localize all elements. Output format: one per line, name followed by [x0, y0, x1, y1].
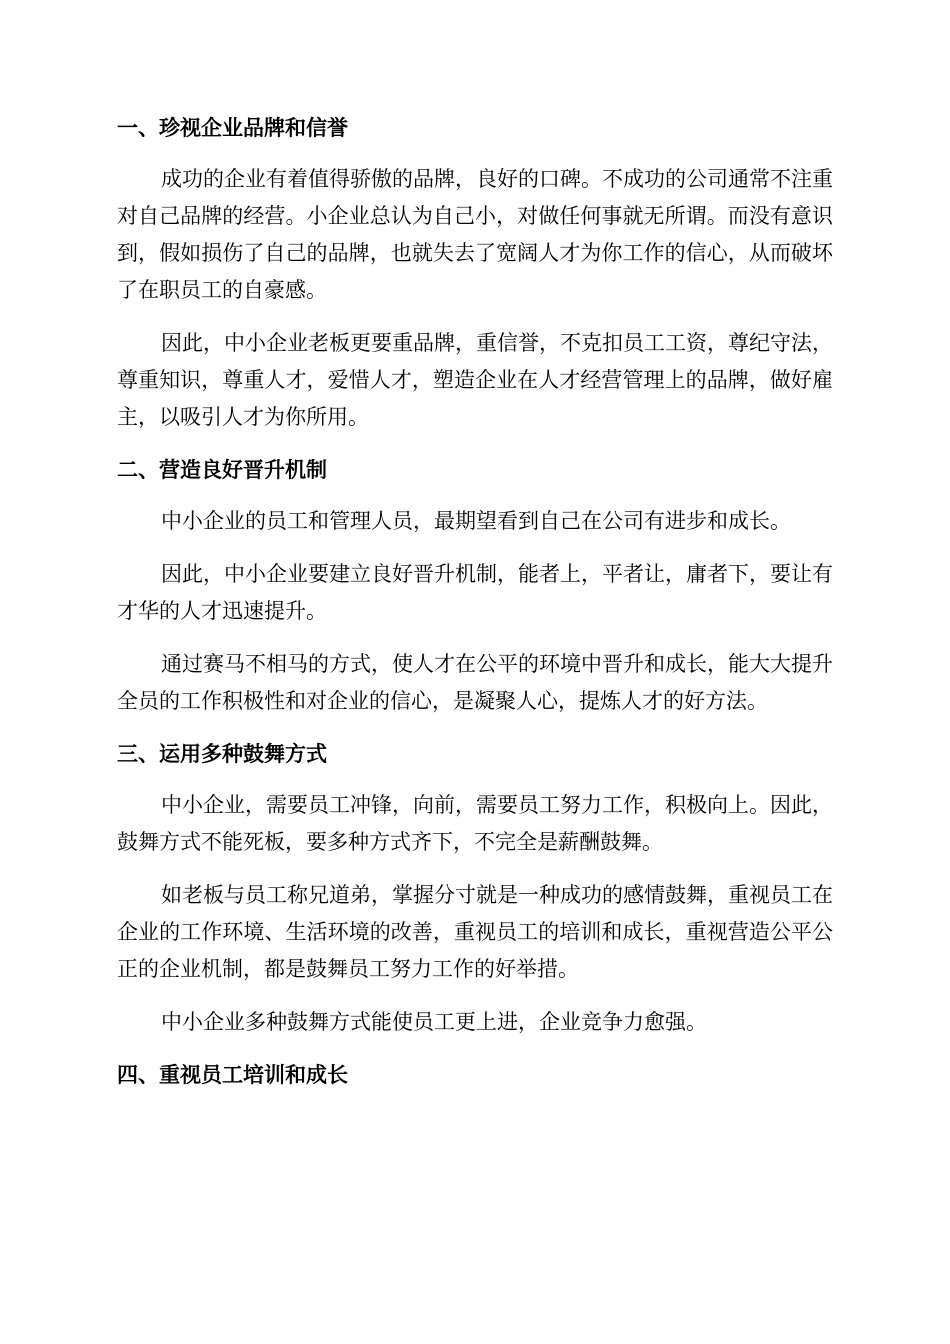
section-heading: 一、珍视企业品牌和信誉	[117, 116, 348, 140]
section-4	[117, 1057, 833, 1094]
section-1	[117, 110, 833, 436]
paragraph: 通过赛马不相马的方式，使人才在公平的环境中晋升和成长，能大大提升全员的工作积极性和对企业的信心，是凝聚人心，提炼人才的好方法。	[117, 652, 833, 713]
section-heading: 三、运用多种鼓舞方式	[117, 742, 327, 766]
section-heading: 二、营造良好晋升机制	[117, 458, 327, 482]
section-2	[117, 452, 833, 720]
section-3	[117, 736, 833, 1041]
section-heading: 四、重视员工培训和成长	[117, 1063, 348, 1087]
paragraph: 中小企业，需要员工冲锋，向前，需要员工努力工作，积极向上。因此，鼓舞方式不能死板，要多种方式齐下，不完全是薪酬鼓舞。	[117, 793, 833, 854]
paragraph: 因此，中小企业老板更要重品牌，重信誉，不克扣员工工资，尊纪守法，尊重知识，尊重人才，爱惜人才，塑造企业在人才经营管理上的品牌，做好雇主，以吸引人才为你所用。	[117, 331, 833, 429]
paragraph: 如老板与员工称兄道弟，掌握分寸就是一种成功的感情鼓舞，重视员工在企业的工作环境、生活环境的改善，重视员工的培训和成长，重视营造公平公正的企业机制，都是鼓舞员工努力工作的好举措。	[117, 883, 833, 981]
paragraph: 成功的企业有着值得骄傲的品牌，良好的口碑。不成功的公司通常不注重对自己品牌的经营。小企业总认为自己小，对做任何事就无所谓。而没有意识到，假如损伤了自己的品牌，也就失去了宽阔人才为你工作的信心，从而破坏了在职员工的自豪感。	[117, 167, 833, 302]
paragraph: 因此，中小企业要建立良好晋升机制，能者上，平者让，庸者下，要让有才华的人才迅速提升。	[117, 562, 833, 623]
paragraph: 中小企业多种鼓舞方式能使员工更上进，企业竞争力愈强。	[161, 1010, 707, 1034]
document-body	[117, 110, 833, 1108]
paragraph: 中小企业的员工和管理人员，最期望看到自己在公司有进步和成长。	[161, 509, 791, 533]
